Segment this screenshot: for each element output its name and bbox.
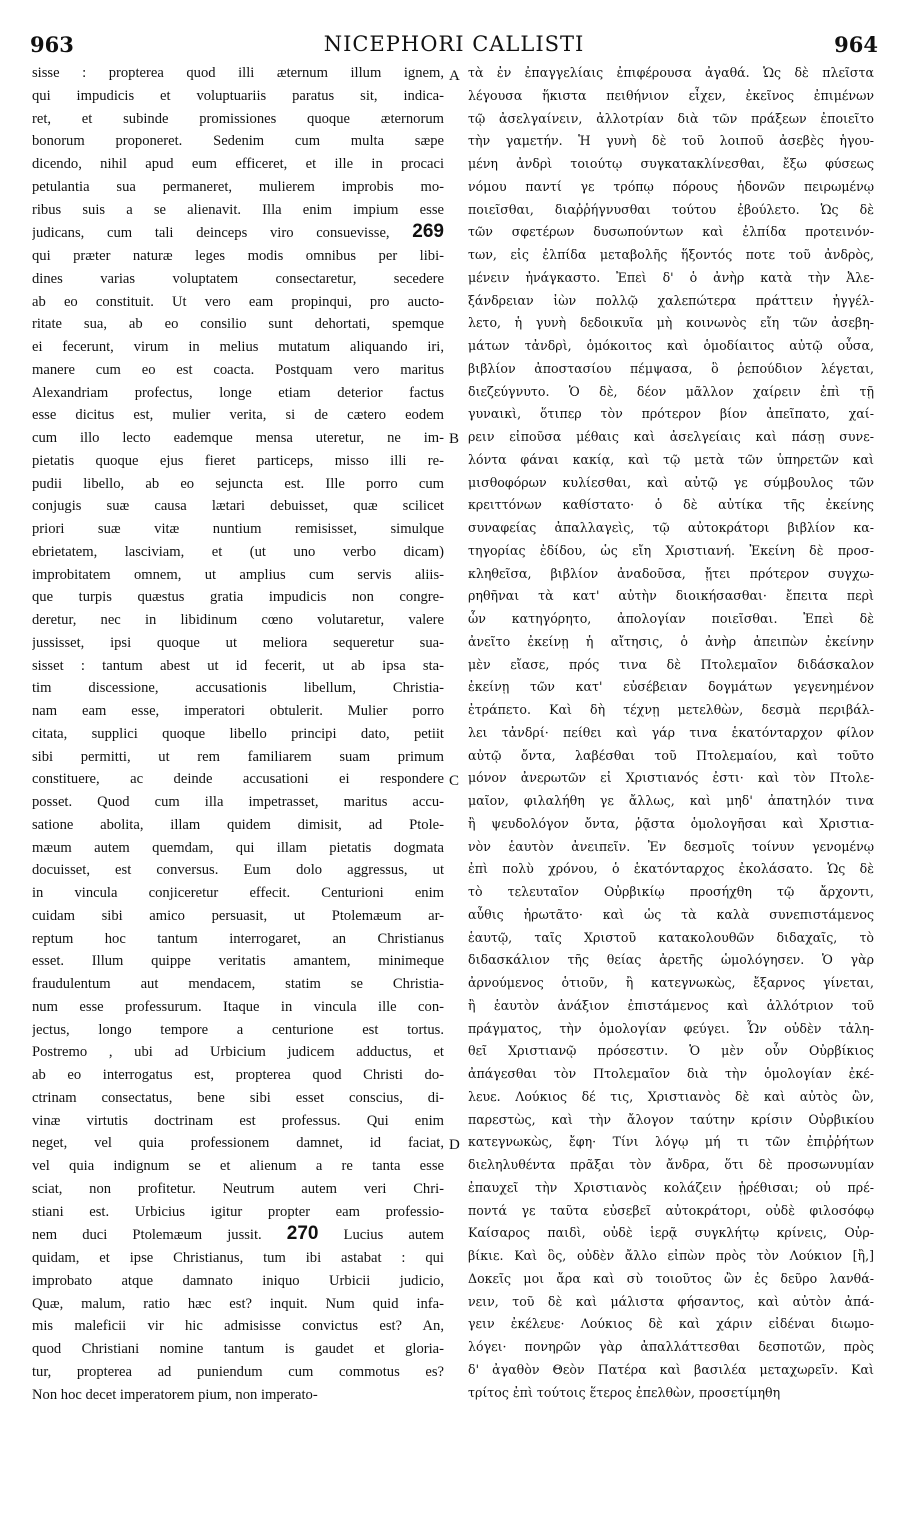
latin-text-line: qui præter naturæ leges modis omnibus per libi- [32, 248, 444, 264]
greek-text-line: βιβλίον ἀποστασίου πέμψασα, ὃ ῥεπούδιον λέγεται, [468, 360, 874, 376]
latin-text-line: dines varias voluptatem consectaretur, secedere [32, 270, 444, 287]
greek-text-line: αὖθις ἠρωτᾶτο· καὶ ὡς τὰ καλὰ συνεπιστάμενος [468, 906, 874, 922]
latin-text-line: sisset : tantum abest ut id fecerit, ut ab ipsa sta- [32, 657, 444, 674]
greek-text-line: τὸ τελευταῖον Οὐρβικίῳ προσήχθη τῷ ἄρχοντι, [468, 884, 874, 899]
latin-text-line: ei fecerunt, virum in melius mutatum aliquando iri, [32, 339, 444, 355]
latin-text-line: que turpis quæstus gratia impudicis non congre- [32, 589, 444, 606]
greek-text-line: λετο, ἡ γυνὴ δεδοικυῖα μὴ κοινωνὸς εἴη τῶν ἀσεβη- [468, 315, 874, 331]
greek-text-line: δ' ἀγαθὸν Θεὸν Πατέρα καὶ βασιλέα μεταχωρεῖν. Καὶ [468, 1361, 874, 1377]
margin-letter-c: C [449, 773, 460, 789]
running-title: NICEPHORI CALLISTI [323, 32, 585, 56]
latin-text-line: priori suæ vitæ nuntium remisisset, simulque [32, 521, 444, 537]
greek-text-line: μισθοφόρων κυλίεσθαι, καὶ αὐτῷ γε σύμβουλος τῶν [468, 474, 874, 490]
greek-text-line: συναφείας ἀπαλλαγεὶς, τῷ αὐτοκράτορι βιβλίον κα- [468, 520, 874, 535]
greek-text-line: λει τἀνδρί· πείθει καὶ γάρ τινα ἑκατόνταρχον φίλον [468, 724, 874, 740]
greek-text-line: ποιεῖσθαι, διαῤῥήγνυσθαι τούτου ἐβούλετο. Ὡς δὲ [468, 201, 874, 217]
greek-text-line: λόντα φάναι κακίᾳ, καὶ τῷ μετὰ τῶν ὑπηρετῶν καὶ [468, 451, 874, 467]
greek-text-line: πράγματος, τὴν ὁμολογίαν φεύγει. Ὧν οὐδὲν τἀλη- [468, 1020, 874, 1036]
latin-text-line: jectus, longo tempore a centurione est tortus. [32, 1021, 444, 1038]
greek-text-line: τηγορίας ἐδίδου, ὡς εἴη Χριστιανή. Ἐκείνη δὲ προσ- [468, 542, 874, 558]
greek-text-line: μένειν ἠνάγκαστο. Ἐπεὶ δ' ὁ ἀνὴρ κατὰ τὴν Ἀλε- [468, 269, 874, 285]
latin-text-line: quidam, et ipse Christianus, tum ibi astabat : qui [32, 1250, 444, 1266]
section-number: 269 [412, 221, 444, 243]
latin-text-line: sisse : propterea quod illi æternum illum ignem, [32, 65, 444, 81]
latin-text-line: quod Christiani nomine tantum is gaudet et gloria- [32, 1341, 444, 1357]
latin-text-line: improbitatem omnem, ut amplius cum servis aliis- [32, 566, 444, 583]
greek-text-line: ἐκείνῃ τῶν κατ' εὐσέβειαν δογμάτων γεγενημένον [468, 679, 874, 695]
latin-text-line: vel quia indignum se et alienum a re tanta esse [32, 1158, 444, 1174]
greek-text-line: νὸν ἑαυτὸν ἀνειπεῖν. Ἐν δεσμοῖς τοίνυν γενομένῳ [468, 838, 874, 854]
latin-text-line: neget, vel quia professionem damnet, id faciat, [32, 1135, 444, 1152]
greek-text-line: Καίσαρος παιδὶ, οὐδὲ ἱερᾷ συγκλήτῳ κρίνεις, Οὐρ- [468, 1225, 874, 1241]
latin-text-line: mis maleficii vir hic admisisse convictus est? An, [32, 1318, 444, 1335]
latin-column [32, 62, 444, 1406]
latin-text-line: deretur, nec in libidinum cœno volutaretur, valere [32, 612, 444, 628]
greek-text-line: ἐπὶ πολὺ χρόνου, ὁ ἑκατόνταρχος ἐκολάσατο. Ὡς δὲ [468, 861, 874, 877]
latin-text-line: sciat, non profitetur. Neutrum autem veri Chri- [32, 1180, 444, 1197]
greek-text-line: ξάνδρειαν ἰὼν πολλῷ χαλεπώτερα πράττειν ἠγγέλ- [468, 292, 874, 308]
greek-text-line: λέγουσα ἥκιστα πειθήνιον εἶχεν, ἐκεῖνος ἐπιμένων [468, 87, 874, 103]
latin-text-line: fraudulentum aut mendacem, statim se Christia- [32, 976, 444, 992]
latin-text-line: cum illo lecto eademque mensa uteretur, ne im- [32, 430, 444, 446]
margin-letter-b: B [449, 431, 460, 447]
greek-text-line: μόνον ἀνερωτῶν εἰ Χριστιανός ἐστι· καὶ τὸν Πτολε- [468, 770, 874, 786]
latin-text-line: esse dicitus est, mulier verita, si de cætero eodem [32, 407, 444, 424]
latin-text-line: Non hoc decet imperatorem pium, non imperato- [32, 1386, 318, 1403]
latin-text-line: nam eam esse, imperatori obtulerit. Mulier porro [32, 703, 444, 719]
latin-text-line: pietatis quoque ejus fieret particeps, misso illi re- [32, 452, 444, 469]
latin-text-line: tur, propterea ad puniendum cum commotus es? [32, 1363, 444, 1380]
latin-text-line: mæum autem quemdam, qui illam pietatis dogmata [32, 839, 444, 856]
greek-text-line: τρίτος ἐπὶ τούτοις ἕτερος ἐπελθὼν, προσετίμηθη [468, 1384, 781, 1400]
section-number: 270 [286, 1223, 319, 1245]
greek-text-line: των, εἰς ἐλπίδα μεταβολῆς ἥξοντός ποτε τοῦ ἀνδρὸς, [468, 247, 874, 262]
latin-text-line: ret, et subinde promissiones quoque æternorum [32, 110, 444, 127]
margin-letter-a: A [449, 68, 460, 84]
latin-text-line: satione abolita, illam quidem dimisit, ad Ptole- [32, 816, 444, 833]
greek-text-line: κρειττόνων καθίστατο· ὁ δὲ αὐτίκα τῆς ἐκείνης [468, 497, 874, 513]
latin-text-line: num esse professurum. Itaque in vincula ille con- [32, 998, 444, 1015]
page-header [30, 32, 878, 58]
greek-text-line: διδασκάλιον τῆς θείας ἀρετῆς ὡμολόγησεν. Ὁ γὰρ [468, 952, 874, 968]
greek-text-line: Δοκεῖς μοι ἄρα καὶ σὺ τοιοῦτος ὢν ἐς δεῦρο λανθά- [468, 1270, 874, 1286]
latin-text-line: judicans, cum tali deinceps viro consuevisse, 269 [32, 221, 444, 243]
latin-text-line: dicendo, nihil apud eum efficeret, et ille in procaci [32, 156, 444, 172]
greek-text-line: μὲν εἴασε, πρός τινα δὲ Πτολεμαῖον διδάσκαλον [468, 656, 874, 672]
latin-text-line: esset. Illum quippe veritatis amantem, minimeque [32, 953, 444, 970]
greek-text-line: γυναικὶ, ὅτιπερ τὸν πρότερον βίον ἀπεῖπατο, χαί- [468, 406, 874, 422]
greek-text-line: τὰ ἐν ἐπαγγελίαις ἐπιφέρουσα ἀγαθά. Ὡς δὲ πλεῖστα [468, 65, 874, 80]
greek-text-line: τῶν σφετέρων δυσωπούντων καὶ ἐλπίδα προτεινόν- [468, 224, 874, 240]
greek-text-line: ρειν εἰποῦσα μέθαις καὶ ἀσελγείαις καὶ πάσῃ συνε- [468, 429, 874, 444]
latin-text-line: Quæ, malum, ratio hæc est? inquit. Num quid infa- [32, 1295, 444, 1312]
greek-text-line: ἢ ἑαυτὸν ἀνάξιον ἐπιστάμενος καὶ ἀλλότριον τοῦ [468, 997, 874, 1013]
latin-text-line: nem duci Ptolemæum jussit. 270 Lucius autem [32, 1223, 444, 1245]
greek-text-line: ἐπαυχεῖ τὴν Χριστιανὸς κολάζειν ᾑρέθισαι; οὐ πρέ- [468, 1179, 874, 1195]
greek-text-line: λόγει· πονηρῶν γὰρ ἀπαλλάττεσθαι δεσποτῶν, πρὸς [468, 1339, 874, 1354]
latin-text-line: ctrinam consectatus, bene sibi esset conscius, di- [32, 1089, 444, 1106]
page-number-right: 964 [834, 32, 878, 57]
latin-text-line: Postremo , ubi ad Urbicium judicem adductus, et [32, 1044, 444, 1061]
latin-text-line: tim discessione, accusationis libellum, Christia- [32, 680, 444, 697]
latin-text-line: ab eo interrogatus est, propterea quod Christi do- [32, 1067, 444, 1083]
page-number-left: 963 [30, 32, 74, 57]
latin-text-line: ritate sua, ab eo consilio sunt dehortati, spemque [32, 316, 444, 333]
latin-text-line: stiani est. Urbicius igitur propter eam professio- [32, 1203, 444, 1220]
latin-text-line: conjugis suæ causa lætari debuisset, quæ scilicet [32, 498, 444, 515]
greek-text-line: νόμου παντί γε τρόπῳ πόρους ἡδονῶν πειρωμένῳ [468, 178, 874, 194]
latin-text-line: jussisset, ipsi quoque ut meliora sequeretur sua- [32, 634, 444, 651]
greek-text-line: διεληλυθέντα πρᾶξαι τὸν ἄνδρα, ὅτι δὲ προσωνυμίαν [468, 1157, 874, 1172]
greek-text-line: γειν ἐκέλευε· Λούκιος δὲ καὶ χάριν εἰδέναι διωμο- [468, 1316, 874, 1332]
latin-text-line: Alexandriam profectus, longe etiam deterior factus [32, 384, 444, 401]
greek-text-line: ἀνεῖτο ἐκείνῃ ἡ αἴτησις, ὁ ἀνὴρ ἀπειπὼν ἐκείνην [468, 633, 874, 649]
latin-text-line: cuidam sibi amico persuasit, ut Ptolemæum ar- [32, 907, 444, 924]
greek-text-line: ἀρνούμενος ὁτιοῦν, ἢ κατεγνωκὼς, ἔξαρνος γίνεται, [468, 975, 874, 990]
greek-text-line: ἐτράπετο. Καὶ δὴ τέχνῃ μετελθὼν, δεσμὰ περιβάλ- [468, 702, 874, 717]
latin-text-line: sibi permitti, ut rem familiarem suam primum [32, 748, 444, 765]
greek-text-line: μένη ἀνδρὶ τοιούτῳ συγκατακλίνεσθαι, ἔξω φύσεως [468, 156, 874, 171]
latin-text-line: improbato atque damnato iniquo Urbicii judicio, [32, 1272, 444, 1289]
greek-text-line: κληθεῖσα, βιβλίον ἀναδοῦσα, ᾔτει πρότερον συγχω- [468, 565, 874, 581]
greek-text-line: τὴν γαμετήν. Ἡ γυνὴ δὲ τοῦ λοιποῦ ἀσεβὲς ἡγου- [468, 133, 874, 149]
latin-text-line: in vincula conjiceretur effecit. Centurioni enim [32, 885, 444, 901]
greek-text-line: ἑαυτῷ, ταῖς Χριστοῦ κατακολουθῶν διδαχαῖς, τὸ [468, 929, 874, 945]
greek-text-line: λευε. Λούκιος δέ τις, Χριστιανὸς δὲ καὶ αὐτὸς ὢν, [468, 1088, 874, 1104]
latin-text-line: docuisset, est conversus. Eum dolo aggressus, ut [32, 862, 444, 879]
latin-text-line: posset. Quod cum illa impetrasset, maritus accu- [32, 794, 444, 810]
latin-text-line: citata, supplici quoque libello principi dato, petiit [32, 725, 444, 742]
greek-text-line: βίκιε. Καὶ ὃς, οὐδὲν ἄλλο εἰπὼν πρὸς τὸν Λούκιον [ἢ,] [468, 1248, 874, 1263]
latin-text-line: pudii libello, ab eo sejuncta est. Ille porro cum [32, 475, 444, 492]
greek-text-line: μάτων τἀνδρὶ, ὁμόκοιτος καὶ ὁμοδίαιτος αὐτῷ οὖσα, [468, 338, 874, 353]
greek-text-line: ὧν κατηγόρητο, ἀπολογίαν ποιεῖσθαι. Ἐπεὶ δὲ [468, 611, 874, 626]
margin-letter-d: D [449, 1137, 460, 1153]
latin-text-line: reptum hoc tantum interrogaret, an Christianus [32, 930, 444, 947]
greek-text-line: παρεστὼς, καὶ τὴν ἄλογον ταύτην κρίσιν Οὐρβικίου [468, 1111, 874, 1127]
greek-text-line: θεῖ Χριστιανῷ πρόσεστιν. Ὁ μὲν οὖν Οὐρβίκιος [468, 1043, 874, 1059]
greek-text-line: ποντά γε ταῦτα εὐσεβεῖ αὐτοκράτορι, οὐδὲ φιλοσόφῳ [468, 1202, 874, 1218]
latin-text-line: ebrietatem, lasciviam, et (ut uno verbo dicam) [32, 543, 444, 560]
greek-text-line: ἀπάγεσθαι τὸν Πτολεμαῖον διὰ τὴν ὁμολογίαν ἐκέ- [468, 1066, 874, 1081]
greek-text-line: αὐτῷ ὄντα, λαβέσθαι τοῦ Πτολεμαίου, καὶ τοῦτο [468, 747, 874, 763]
greek-text-line: κατεγνωκὼς, ἔφη· Τίνι λόγῳ μή τι τῶν ἐπιῤῥήτων [468, 1134, 874, 1150]
latin-text-line: manere cum eo est coacta. Postquam vero maritus [32, 361, 444, 378]
greek-text-line: ἢ ψευδολόγον ὄντα, ῥᾷστα ὁμολογῆσαι καὶ Χριστια- [468, 815, 874, 831]
greek-text-line: διεζεύγνυτο. Ὁ δὲ, δέον μᾶλλον χαίρειν ἐπὶ τῇ [468, 383, 874, 399]
latin-text-line: vinæ virtutis doctrinam est professus. Qui enim [32, 1112, 444, 1129]
latin-text-line: constituere, ac deinde accusationi ei respondere [32, 771, 444, 788]
latin-text-line: petulantia sua permaneret, mulierem improbis mo- [32, 178, 444, 195]
latin-text-line: ribus suis a se alienavit. Illa enim impium esse [32, 201, 444, 218]
greek-column [468, 62, 874, 1404]
greek-text-line: ρηθῆναι τὰ κατ' αὐτὴν διοικήσασθαι· ἔπειτα περὶ [468, 588, 874, 604]
latin-text-line: bonorum proponeret. Sedenim cum multa sæpe [32, 133, 444, 150]
greek-text-line: τῷ ἀσελγαίνειν, ἀλλοτρίαν διὰ τῶν πράξεων ἐποιεῖτο [468, 110, 874, 126]
latin-text-line: ab eo constituit. Ut vero eam propinqui, pro aucto- [32, 293, 444, 310]
greek-text-line: νειν, τοῦ δὲ καὶ μάλιστα φήσαντος, καὶ αὐτὸν ἀπά- [468, 1293, 874, 1309]
greek-text-line: μαῖον, φιλαλήθη γε ἄλλως, καὶ μηδ' ἀπατηλόν τινα [468, 793, 874, 808]
latin-text-line: qui impudicis et voluptuariis paratus sit, indica- [32, 87, 444, 104]
